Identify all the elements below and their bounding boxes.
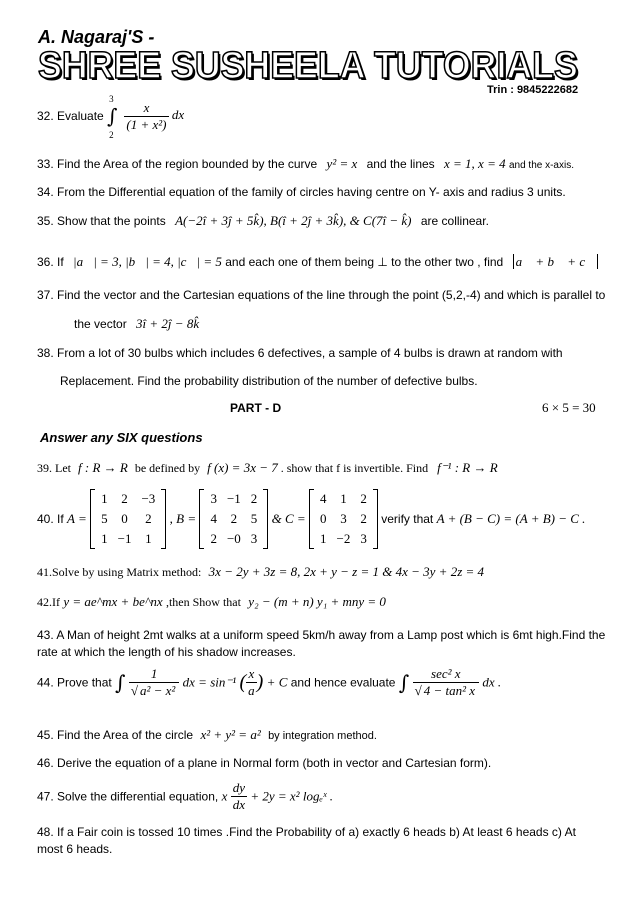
matrix-a-cell: 0 bbox=[121, 511, 128, 526]
matrix-b-cell: 3 bbox=[210, 491, 217, 506]
question-43-line-2: rate at which the length of his shadow increases. bbox=[37, 645, 296, 659]
matrix-b-cell: 2 bbox=[250, 491, 258, 506]
matrix-c-cell: 2 bbox=[360, 511, 367, 526]
question-37-line-2: the vector 3î + 2ĵ − 8k̂ bbox=[74, 316, 200, 331]
question-47: 47. Solve the differential equation, x $\frac{dy}{dx}$ + 2y = x² logₑˣ . bbox=[37, 780, 334, 812]
matrix-b-cell: −1 bbox=[226, 491, 241, 506]
question-34: 34. From the Differential equation of the family of circles having centre on Y- axis and radius 3 units. bbox=[37, 185, 566, 199]
matrix-c-cell: 2 bbox=[360, 491, 367, 506]
question-45: 45. Find the Area of the circle x² + y² = a² by integration method. bbox=[37, 727, 377, 742]
matrix-a-cell: 1 bbox=[145, 531, 152, 546]
matrix-c-cell: 3 bbox=[360, 531, 367, 546]
question-46: 46. Derive the equation of a plane in Normal form (both in vector and Cartesian form). bbox=[37, 756, 492, 770]
question-42: 42.If y = ae^mx + be^nx ,then Show that y₂ − (m + n) y₁ + mny = 0 bbox=[37, 594, 386, 609]
question-35: 35. Show that the points A(−2î + 3ĵ + 5k̂), B(î + 2ĵ + 3k̂), & C(7î − k̂) are collinear. bbox=[37, 213, 489, 228]
matrix-a-cell: 1 bbox=[101, 491, 108, 506]
matrix-b bbox=[199, 489, 268, 549]
matrix-b-cell: 3 bbox=[250, 531, 258, 546]
contact-number: Trin : 9845222682 bbox=[487, 84, 579, 96]
question-41: 41.Solve by using Matrix method: 3x − 2y + 3z = 8, 2x + y − z = 1 & 4x − 3y + 2z = 4 bbox=[37, 564, 485, 579]
question-36: 36. If |a⃗| = 3, |b⃗| = 4, |c⃗| = 5 and each one of them being ⊥ to the other two , find a⃗ + b⃗ + c⃗ bbox=[37, 254, 598, 270]
question-32: 32. Evaluate 3 ∫ 2 $\frac{x}{\text{(1 + x²)}}$ dx bbox=[37, 94, 185, 140]
matrix-c-cell: 1 bbox=[340, 491, 347, 506]
question-43-line-1: 43. A Man of height 2mt walks at a uniform speed 5km/h away from a Lamp post which is 6mt high.Find the bbox=[37, 628, 606, 642]
matrix-a-cell: −3 bbox=[141, 491, 156, 506]
matrix-c-cell: 4 bbox=[320, 491, 327, 506]
page-title: SHREE SUSHEELA TUTORIALS bbox=[38, 45, 578, 87]
matrix-a bbox=[90, 489, 166, 549]
question-44: 44. Prove that ∫ $\frac{1}{\text{√ a² − x²}}$ dx = sin⁻¹ ( $\frac{x}{a}$ ) + C and hence evaluate ∫ $\frac{\text{sec² x}}{\text{√ 4 − tan² x}}$ dx . bbox=[37, 666, 502, 698]
question-48-line-1: 48. If a Fair coin is tossed 10 times .Find the Probability of a) exactly 6 heads b) At least 6 heads c) At bbox=[37, 825, 576, 839]
matrix-c-cell: −2 bbox=[336, 531, 351, 546]
matrix-b-cell: 2 bbox=[230, 511, 238, 526]
matrix-b-cell: 5 bbox=[250, 511, 258, 526]
matrix-b-cell: 2 bbox=[210, 531, 217, 546]
matrix-c-cell: 0 bbox=[320, 511, 327, 526]
question-48-line-2: most 6 heads. bbox=[37, 842, 113, 856]
answer-instruction: Answer any SIX questions bbox=[40, 430, 203, 445]
matrix-c-cell: 1 bbox=[320, 531, 327, 546]
question-38-line-1: 38. From a lot of 30 bulbs which includes 6 defectives, a sample of 4 bulbs is drawn at random with bbox=[37, 346, 563, 360]
question-37-line-1: 37. Find the vector and the Cartesian equations of the line through the point (5,2,-4) and which is parallel to bbox=[37, 288, 606, 302]
question-40: 40. If A = 1 2 −3 5 0 2 1 −1 1 , B = 3 −1 2 4 2 5 2 −0 3 & C = 4 1 2 0 3 2 1 −2 3 verify that A + (B − C) = (A + B) − C . bbox=[37, 489, 585, 549]
question-33: 33. Find the Area of the region bounded by the curve y² = x and the lines x = 1, x = 4 and the x-axis. bbox=[37, 156, 574, 171]
matrix-c bbox=[309, 489, 378, 549]
matrix-a-cell: 5 bbox=[101, 511, 108, 526]
question-38-line-2: Replacement. Find the probability distribution of the number of defective bulbs. bbox=[60, 374, 478, 388]
matrix-a-cell: −1 bbox=[117, 531, 132, 546]
matrix-a-cell: 1 bbox=[101, 531, 108, 546]
matrix-b-cell: 4 bbox=[210, 511, 217, 526]
matrix-b-cell: −0 bbox=[226, 531, 241, 546]
question-39: 39. Let f : R → R be defined by f (x) = 3x − 7 . show that f is invertible. Find f⁻¹ : R → R bbox=[37, 460, 498, 475]
matrix-a-cell: 2 bbox=[121, 491, 128, 506]
matrix-a-cell: 2 bbox=[145, 511, 152, 526]
matrix-c-cell: 3 bbox=[340, 511, 347, 526]
part-d-marks: 6 × 5 = 30 bbox=[542, 400, 596, 415]
part-d-heading: PART - D bbox=[230, 401, 282, 415]
brand-name: A. Nagaraj'S - bbox=[38, 27, 155, 47]
